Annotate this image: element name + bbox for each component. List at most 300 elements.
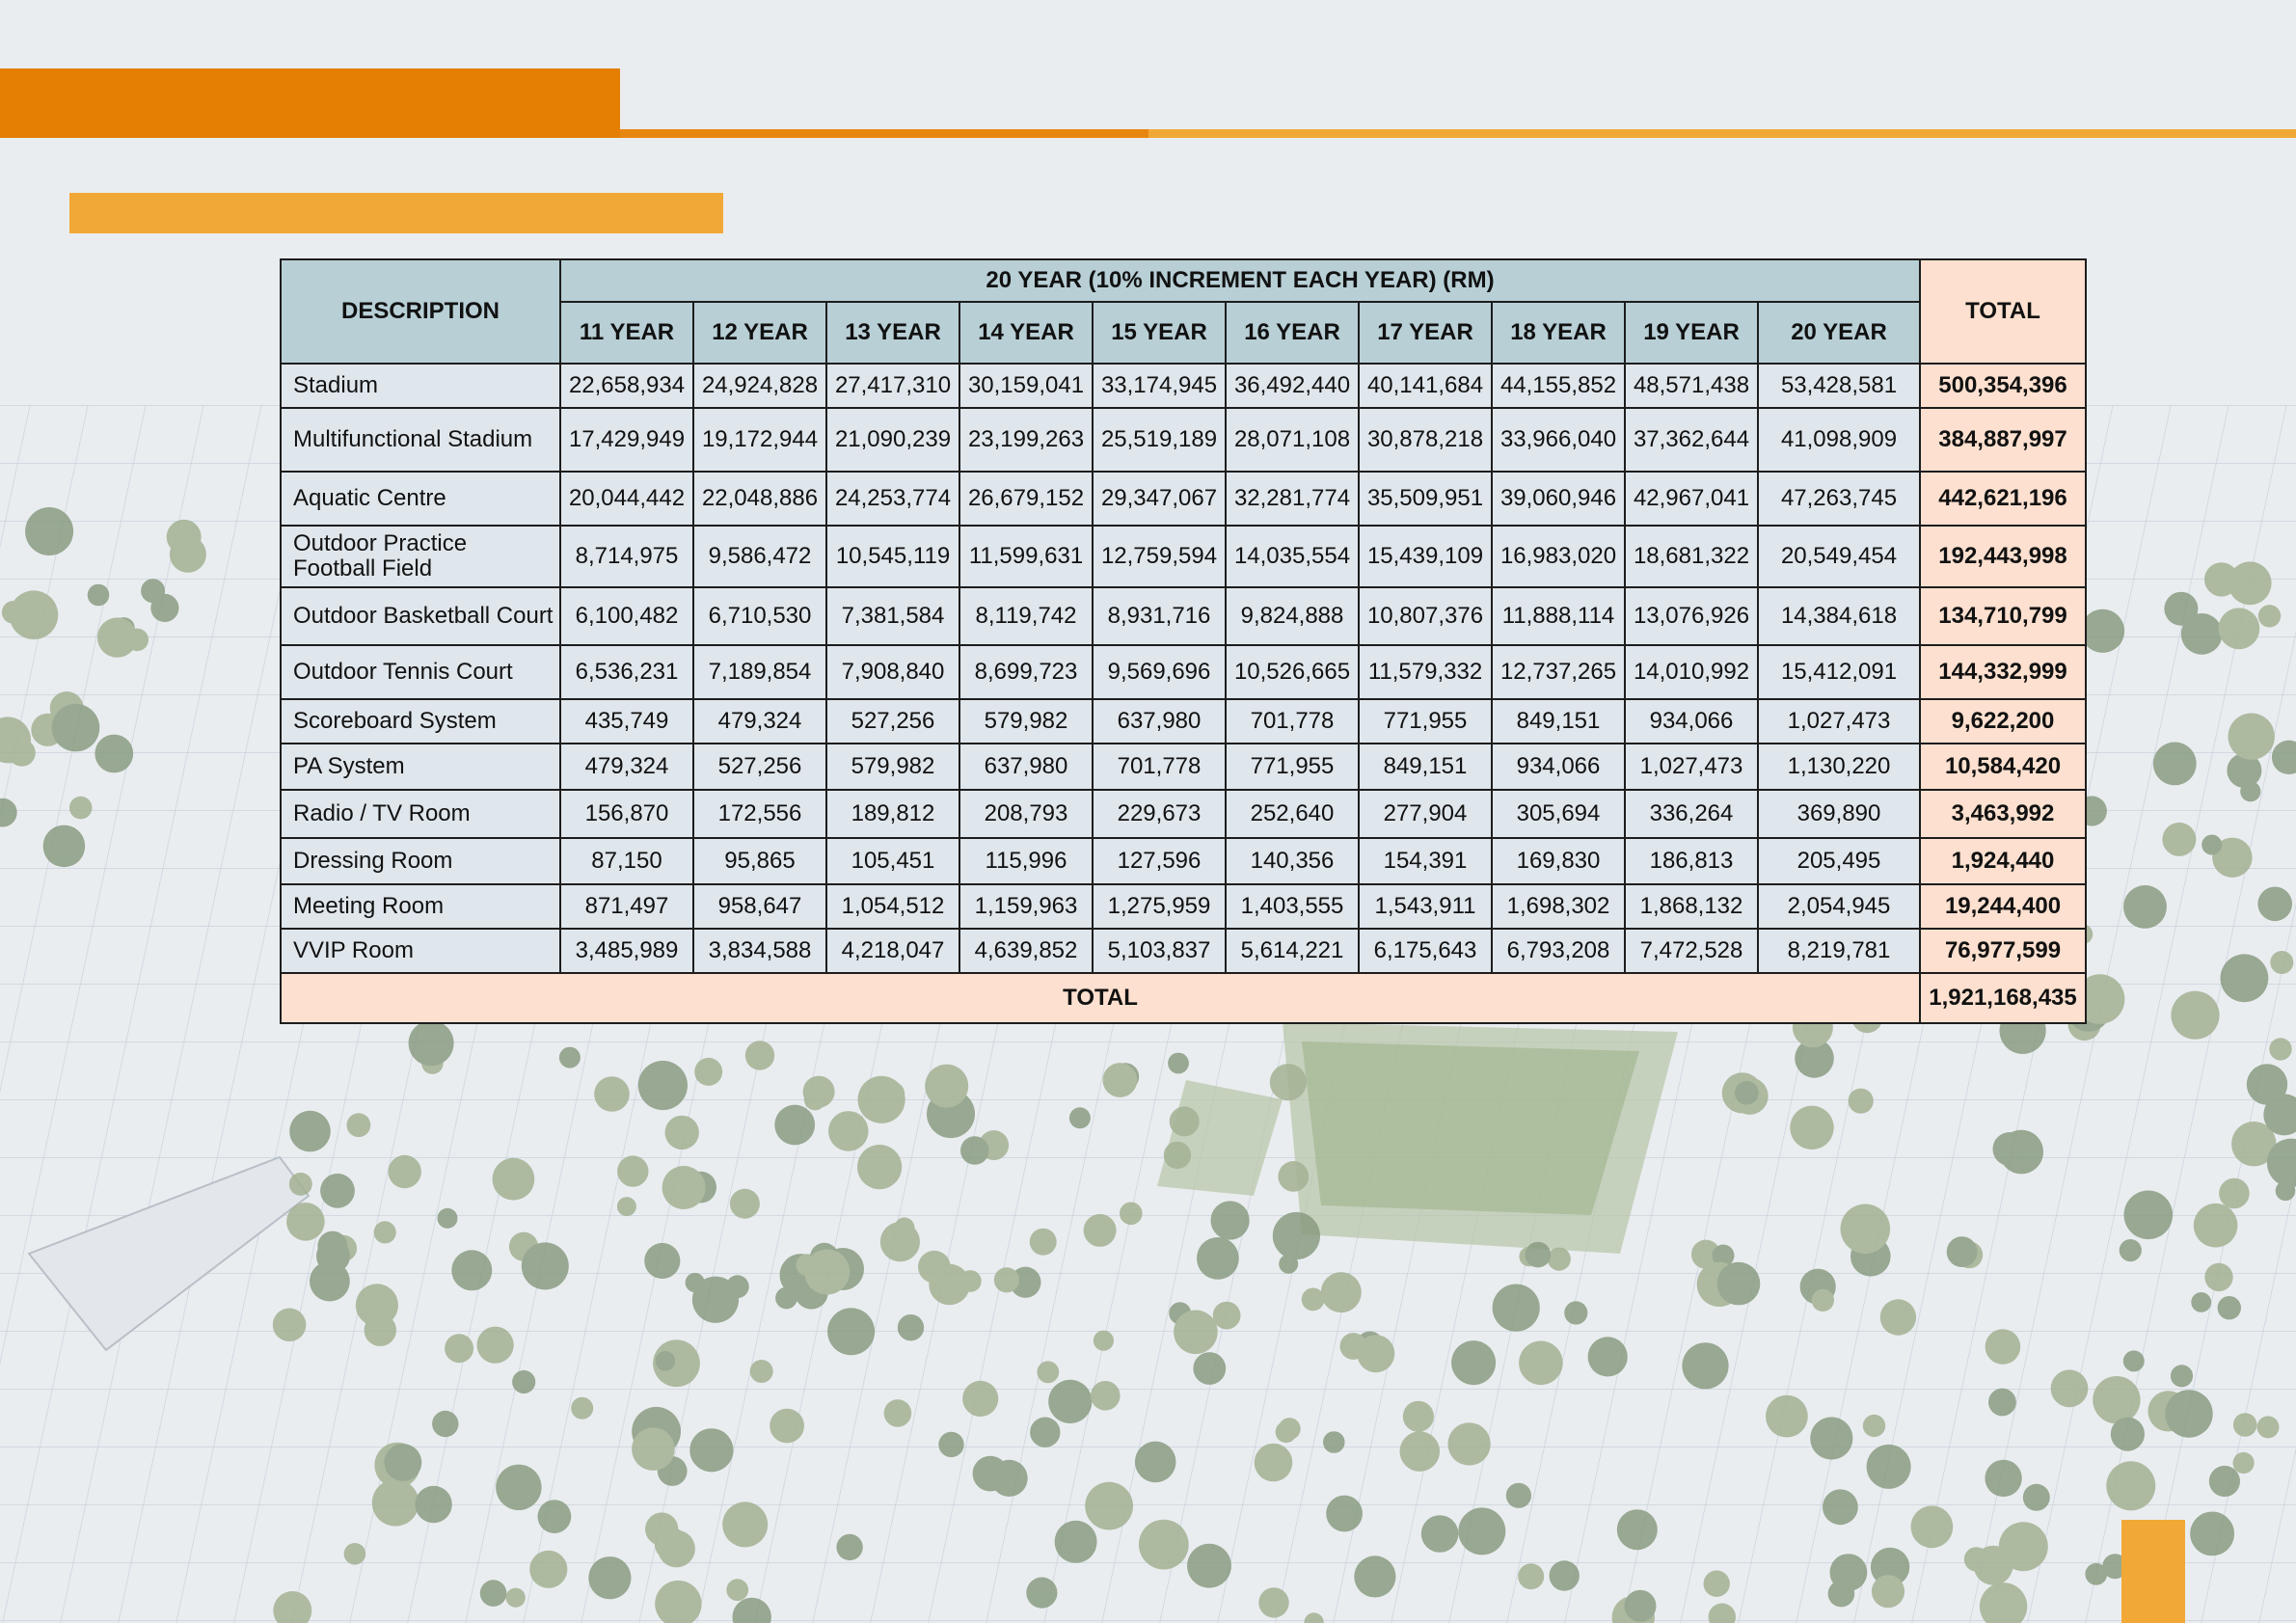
tree-shape bbox=[588, 1556, 631, 1599]
table-row bbox=[281, 645, 2086, 699]
year-column-header: 16 YEAR bbox=[1226, 302, 1359, 364]
tree-shape bbox=[95, 735, 133, 773]
tree-shape bbox=[2164, 592, 2198, 626]
year-value-cell: 11,579,332 bbox=[1359, 645, 1492, 699]
table-row bbox=[281, 790, 2086, 838]
tree-shape bbox=[2085, 1563, 2107, 1585]
tree-shape bbox=[938, 1432, 963, 1457]
tree-shape bbox=[1564, 1301, 1587, 1324]
year-value-cell: 11,599,631 bbox=[959, 526, 1093, 587]
tree-shape bbox=[1030, 1229, 1057, 1256]
tree-shape bbox=[775, 1287, 797, 1310]
year-value-cell: 5,103,837 bbox=[1093, 929, 1226, 973]
tree-shape bbox=[1302, 1288, 1325, 1312]
tree-shape bbox=[1120, 1203, 1143, 1226]
tree-shape bbox=[1091, 1381, 1121, 1411]
tree-shape bbox=[1094, 1331, 1114, 1351]
tree-shape bbox=[432, 1411, 458, 1437]
total-column-header: TOTAL bbox=[1920, 259, 2086, 364]
tree-shape bbox=[925, 1065, 968, 1108]
corner-accent-block bbox=[2121, 1520, 2185, 1623]
tree-shape bbox=[2257, 887, 2292, 922]
tree-shape bbox=[828, 1111, 869, 1151]
year-value-cell: 27,417,310 bbox=[826, 364, 959, 408]
year-value-cell: 1,054,512 bbox=[826, 884, 959, 929]
tree-shape bbox=[2233, 1452, 2255, 1474]
tree-shape bbox=[385, 1444, 422, 1481]
table-row bbox=[281, 838, 2086, 884]
year-value-cell: 22,658,934 bbox=[560, 364, 693, 408]
tree-shape bbox=[1168, 1053, 1189, 1074]
year-value-cell: 8,699,723 bbox=[959, 645, 1093, 699]
table-footer bbox=[281, 973, 2086, 1023]
tree-shape bbox=[770, 1409, 804, 1444]
year-value-cell: 14,010,992 bbox=[1625, 645, 1758, 699]
year-value-cell: 14,384,618 bbox=[1758, 587, 1920, 645]
row-description: Meeting Room bbox=[281, 884, 560, 929]
tree-shape bbox=[1400, 1431, 1441, 1472]
year-value-cell: 336,264 bbox=[1625, 790, 1758, 838]
year-value-cell: 36,492,440 bbox=[1226, 364, 1359, 408]
year-value-cell: 32,281,774 bbox=[1226, 472, 1359, 526]
year-value-cell: 701,778 bbox=[1226, 699, 1359, 744]
year-value-cell: 18,681,322 bbox=[1625, 526, 1758, 587]
tree-shape bbox=[960, 1136, 989, 1165]
tree-shape bbox=[1985, 1329, 2021, 1365]
year-value-cell: 9,569,696 bbox=[1093, 645, 1226, 699]
tree-shape bbox=[43, 825, 86, 868]
year-value-cell: 8,714,975 bbox=[560, 526, 693, 587]
tree-shape bbox=[1550, 1560, 1580, 1590]
tree-shape bbox=[1276, 1421, 1297, 1443]
tree-shape bbox=[655, 1528, 688, 1560]
tree-shape bbox=[1993, 1132, 2027, 1166]
row-total-cell: 1,924,440 bbox=[1920, 838, 2086, 884]
tree-shape bbox=[2111, 1418, 2145, 1451]
tree-shape bbox=[929, 1264, 970, 1306]
year-value-cell: 186,813 bbox=[1625, 838, 1758, 884]
year-value-cell: 41,098,909 bbox=[1758, 408, 1920, 472]
year-value-cell: 156,870 bbox=[560, 790, 693, 838]
table-body bbox=[281, 364, 2086, 973]
tree-shape bbox=[2219, 608, 2260, 649]
tree-shape bbox=[1193, 1352, 1226, 1385]
tree-shape bbox=[689, 1428, 733, 1472]
tree-shape bbox=[1823, 1489, 1858, 1525]
tree-shape bbox=[2218, 1296, 2241, 1319]
year-value-cell: 48,571,438 bbox=[1625, 364, 1758, 408]
row-total-cell: 144,332,999 bbox=[1920, 645, 2086, 699]
year-value-cell: 849,151 bbox=[1492, 699, 1625, 744]
tree-shape bbox=[1084, 1214, 1117, 1247]
tree-shape bbox=[836, 1534, 862, 1560]
tree-shape bbox=[1717, 1262, 1761, 1306]
year-value-cell: 11,888,114 bbox=[1492, 587, 1625, 645]
year-value-cell: 189,812 bbox=[826, 790, 959, 838]
tree-shape bbox=[69, 797, 93, 820]
tree-shape bbox=[858, 1076, 905, 1123]
tree-shape bbox=[1139, 1520, 1189, 1570]
header-accent-line-light bbox=[1148, 129, 2296, 138]
year-value-cell: 6,175,643 bbox=[1359, 929, 1492, 973]
tree-shape bbox=[2276, 1181, 2296, 1202]
year-value-cell: 127,596 bbox=[1093, 838, 1226, 884]
tree-shape bbox=[1326, 1496, 1363, 1532]
tree-shape bbox=[656, 1351, 676, 1371]
tree-shape bbox=[730, 1189, 760, 1219]
year-value-cell: 252,640 bbox=[1226, 790, 1359, 838]
tree-shape bbox=[1766, 1395, 1808, 1438]
tree-shape bbox=[1810, 1417, 1852, 1459]
tree-shape bbox=[2204, 1263, 2232, 1291]
tree-shape bbox=[1258, 1587, 1288, 1617]
tree-shape bbox=[2123, 1350, 2145, 1371]
year-value-cell: 1,027,473 bbox=[1758, 699, 1920, 744]
tree-shape bbox=[1069, 1107, 1091, 1128]
tree-shape bbox=[522, 1242, 569, 1289]
tree-shape bbox=[1735, 1081, 1759, 1105]
tree-shape bbox=[2171, 1365, 2193, 1387]
year-value-cell: 7,381,584 bbox=[826, 587, 959, 645]
year-value-cell: 35,509,951 bbox=[1359, 472, 1492, 526]
tree-shape bbox=[2228, 714, 2275, 760]
tree-shape bbox=[2209, 1466, 2240, 1497]
tree-shape bbox=[2120, 1239, 2142, 1261]
year-value-cell: 15,412,091 bbox=[1758, 645, 1920, 699]
grand-total-label: TOTAL bbox=[281, 973, 1920, 1023]
year-value-cell: 19,172,944 bbox=[693, 408, 826, 472]
year-value-cell: 8,219,781 bbox=[1758, 929, 1920, 973]
year-value-cell: 527,256 bbox=[693, 744, 826, 790]
tree-shape bbox=[2190, 1512, 2234, 1556]
tree-shape bbox=[2240, 781, 2260, 801]
tree-shape bbox=[692, 1277, 739, 1323]
tree-shape bbox=[445, 1334, 473, 1363]
tree-shape bbox=[1911, 1505, 1954, 1548]
year-value-cell: 7,908,840 bbox=[826, 645, 959, 699]
tree-shape bbox=[1526, 1242, 1552, 1268]
tree-shape bbox=[1841, 1204, 1891, 1255]
tree-shape bbox=[1279, 1255, 1298, 1274]
year-value-cell: 20,549,454 bbox=[1758, 526, 1920, 587]
tree-shape bbox=[1187, 1544, 1231, 1588]
row-description: Outdoor Basketball Court bbox=[281, 587, 560, 645]
tree-shape bbox=[1493, 1285, 1540, 1332]
tree-shape bbox=[1518, 1563, 1544, 1589]
tree-shape bbox=[857, 1145, 902, 1189]
tree-shape bbox=[2269, 1038, 2291, 1060]
tree-shape bbox=[496, 1465, 541, 1510]
tree-shape bbox=[2153, 743, 2197, 786]
year-value-cell: 1,403,555 bbox=[1226, 884, 1359, 929]
year-value-cell: 435,749 bbox=[560, 699, 693, 744]
tree-shape bbox=[374, 1221, 396, 1243]
tree-shape bbox=[1403, 1401, 1434, 1432]
row-description: Stadium bbox=[281, 364, 560, 408]
year-value-cell: 1,130,220 bbox=[1758, 744, 1920, 790]
tree-shape bbox=[1026, 1578, 1057, 1609]
tree-shape bbox=[1273, 1212, 1320, 1259]
tree-shape bbox=[409, 1020, 454, 1066]
tree-shape bbox=[344, 1543, 366, 1565]
year-value-cell: 115,996 bbox=[959, 838, 1093, 884]
tree-shape bbox=[898, 1314, 924, 1340]
year-group-header: 20 YEAR (10% INCREMENT EACH YEAR) (RM) bbox=[560, 259, 1920, 302]
year-value-cell: 42,967,041 bbox=[1625, 472, 1758, 526]
year-value-cell: 12,737,265 bbox=[1492, 645, 1625, 699]
year-column-header: 20 YEAR bbox=[1758, 302, 1920, 364]
tree-shape bbox=[1519, 1341, 1563, 1386]
year-value-cell: 8,119,742 bbox=[959, 587, 1093, 645]
tree-shape bbox=[2233, 1413, 2257, 1437]
tree-shape bbox=[1625, 1590, 1657, 1622]
tree-shape bbox=[1421, 1515, 1459, 1553]
tree-shape bbox=[1321, 1272, 1362, 1312]
year-column-header: 13 YEAR bbox=[826, 302, 959, 364]
tree-shape bbox=[1506, 1483, 1531, 1508]
tree-shape bbox=[644, 1243, 680, 1279]
year-value-cell: 229,673 bbox=[1093, 790, 1226, 838]
year-value-cell: 6,710,530 bbox=[693, 587, 826, 645]
row-description: VVIP Room bbox=[281, 929, 560, 973]
table-row bbox=[281, 364, 2086, 408]
year-value-cell: 579,982 bbox=[826, 744, 959, 790]
year-value-cell: 3,834,588 bbox=[693, 929, 826, 973]
tree-shape bbox=[991, 1460, 1028, 1497]
table-row bbox=[281, 884, 2086, 929]
tree-shape bbox=[273, 1309, 307, 1342]
year-value-cell: 479,324 bbox=[560, 744, 693, 790]
tree-shape bbox=[2123, 885, 2167, 929]
tree-shape bbox=[1458, 1507, 1505, 1555]
tree-shape bbox=[25, 507, 73, 555]
tree-shape bbox=[512, 1370, 535, 1393]
tree-shape bbox=[506, 1588, 526, 1608]
year-column-header: 19 YEAR bbox=[1625, 302, 1758, 364]
tree-shape bbox=[438, 1208, 458, 1229]
year-value-cell: 154,391 bbox=[1359, 838, 1492, 884]
tree-shape bbox=[2093, 1376, 2140, 1423]
tree-shape bbox=[1863, 1415, 1885, 1437]
year-value-cell: 701,778 bbox=[1093, 744, 1226, 790]
tree-shape bbox=[1255, 1444, 1293, 1482]
tree-shape bbox=[1974, 1546, 2013, 1585]
row-total-cell: 500,354,396 bbox=[1920, 364, 2086, 408]
tree-shape bbox=[1880, 1299, 1916, 1335]
year-value-cell: 25,519,189 bbox=[1093, 408, 1226, 472]
year-value-cell: 15,439,109 bbox=[1359, 526, 1492, 587]
row-total-cell: 384,887,997 bbox=[1920, 408, 2086, 472]
year-value-cell: 30,159,041 bbox=[959, 364, 1093, 408]
tree-shape bbox=[1357, 1335, 1394, 1372]
year-value-cell: 7,189,854 bbox=[693, 645, 826, 699]
tree-shape bbox=[356, 1284, 398, 1326]
tree-shape bbox=[662, 1166, 706, 1209]
tree-shape bbox=[1213, 1302, 1241, 1330]
tree-shape bbox=[1270, 1064, 1307, 1100]
tree-shape bbox=[1197, 1237, 1239, 1280]
year-value-cell: 2,054,945 bbox=[1758, 884, 1920, 929]
tree-shape bbox=[2171, 991, 2219, 1040]
tree-shape bbox=[141, 579, 165, 603]
year-column-header: 14 YEAR bbox=[959, 302, 1093, 364]
year-value-cell: 369,890 bbox=[1758, 790, 1920, 838]
year-value-cell: 305,694 bbox=[1492, 790, 1625, 838]
tree-shape bbox=[571, 1397, 593, 1420]
tree-shape bbox=[451, 1250, 492, 1290]
year-value-cell: 16,983,020 bbox=[1492, 526, 1625, 587]
tree-shape bbox=[827, 1308, 875, 1355]
row-total-cell: 19,244,400 bbox=[1920, 884, 2086, 929]
tree-shape bbox=[2191, 1292, 2211, 1312]
table-row bbox=[281, 587, 2086, 645]
tree-shape bbox=[1323, 1431, 1345, 1453]
tree-shape bbox=[1849, 1089, 1874, 1114]
description-column-header: DESCRIPTION bbox=[281, 259, 560, 364]
tree-shape bbox=[1451, 1340, 1496, 1385]
table-row bbox=[281, 699, 2086, 744]
tree-shape bbox=[538, 1500, 572, 1533]
year-value-cell: 7,472,528 bbox=[1625, 929, 1758, 973]
tree-shape bbox=[286, 1203, 325, 1241]
tree-shape bbox=[1030, 1418, 1060, 1447]
tree-shape bbox=[1447, 1422, 1490, 1465]
year-value-cell: 1,698,302 bbox=[1492, 884, 1625, 929]
tree-shape bbox=[2, 601, 25, 624]
year-value-cell: 527,256 bbox=[826, 699, 959, 744]
year-value-cell: 47,263,745 bbox=[1758, 472, 1920, 526]
header-accent-bar bbox=[0, 68, 620, 138]
tree-shape bbox=[1947, 1236, 1978, 1267]
table-row bbox=[281, 744, 2086, 790]
year-value-cell: 172,556 bbox=[693, 790, 826, 838]
year-value-cell: 13,076,926 bbox=[1625, 587, 1758, 645]
year-value-cell: 208,793 bbox=[959, 790, 1093, 838]
tree-shape bbox=[2106, 1461, 2155, 1510]
tree-shape bbox=[2162, 823, 2196, 856]
year-value-cell: 10,526,665 bbox=[1226, 645, 1359, 699]
tree-shape bbox=[962, 1381, 998, 1417]
table-row bbox=[281, 526, 2086, 587]
tree-shape bbox=[2270, 951, 2293, 974]
year-value-cell: 28,071,108 bbox=[1226, 408, 1359, 472]
tree-shape bbox=[632, 1427, 675, 1471]
cost-projection-table bbox=[280, 258, 2087, 1024]
tree-shape bbox=[745, 1041, 774, 1069]
year-value-cell: 20,044,442 bbox=[560, 472, 693, 526]
tree-shape bbox=[750, 1360, 773, 1383]
year-value-cell: 205,495 bbox=[1758, 838, 1920, 884]
year-column-header: 18 YEAR bbox=[1492, 302, 1625, 364]
row-total-cell: 9,622,200 bbox=[1920, 699, 2086, 744]
tree-shape bbox=[617, 1155, 648, 1186]
tree-shape bbox=[665, 1116, 699, 1150]
year-value-cell: 637,980 bbox=[1093, 699, 1226, 744]
table-row bbox=[281, 408, 2086, 472]
tree-shape bbox=[884, 1399, 912, 1427]
year-value-cell: 39,060,946 bbox=[1492, 472, 1625, 526]
year-value-cell: 9,586,472 bbox=[693, 526, 826, 587]
tree-shape bbox=[2201, 835, 2222, 855]
year-value-cell: 771,955 bbox=[1226, 744, 1359, 790]
year-value-cell: 9,824,888 bbox=[1226, 587, 1359, 645]
row-description: Multifunctional Stadium bbox=[281, 408, 560, 472]
row-description: Aquatic Centre bbox=[281, 472, 560, 526]
year-value-cell: 5,614,221 bbox=[1226, 929, 1359, 973]
grand-total-value: 1,921,168,435 bbox=[1920, 973, 2086, 1023]
tree-shape bbox=[1985, 1460, 2021, 1497]
tree-shape bbox=[774, 1105, 815, 1146]
row-description: Outdoor Practice Football Field bbox=[281, 526, 560, 587]
year-value-cell: 6,100,482 bbox=[560, 587, 693, 645]
table-header bbox=[281, 259, 2086, 364]
tree-shape bbox=[320, 1174, 355, 1208]
tree-shape bbox=[170, 536, 206, 573]
year-value-cell: 23,199,263 bbox=[959, 408, 1093, 472]
year-value-cell: 479,324 bbox=[693, 699, 826, 744]
tree-shape bbox=[1037, 1361, 1059, 1383]
tree-shape bbox=[1617, 1509, 1658, 1550]
year-value-cell: 934,066 bbox=[1492, 744, 1625, 790]
tree-shape bbox=[880, 1222, 920, 1261]
tree-shape bbox=[476, 1327, 513, 1364]
header-accent-line-dark bbox=[620, 129, 1148, 138]
tree-shape bbox=[2257, 1416, 2280, 1438]
tree-shape bbox=[617, 1197, 636, 1216]
year-column-header: 12 YEAR bbox=[693, 302, 826, 364]
tree-shape bbox=[480, 1580, 507, 1607]
year-value-cell: 1,868,132 bbox=[1625, 884, 1758, 929]
year-value-cell: 277,904 bbox=[1359, 790, 1492, 838]
year-value-cell: 871,497 bbox=[560, 884, 693, 929]
year-value-cell: 105,451 bbox=[826, 838, 959, 884]
tree-shape bbox=[1354, 1555, 1395, 1597]
year-value-cell: 12,759,594 bbox=[1093, 526, 1226, 587]
tree-shape bbox=[1830, 1554, 1868, 1591]
year-value-cell: 14,035,554 bbox=[1226, 526, 1359, 587]
row-total-cell: 134,710,799 bbox=[1920, 587, 2086, 645]
year-value-cell: 6,793,208 bbox=[1492, 929, 1625, 973]
tree-shape bbox=[529, 1551, 567, 1588]
tree-shape bbox=[2081, 609, 2124, 653]
year-value-cell: 37,362,644 bbox=[1625, 408, 1758, 472]
year-value-cell: 771,955 bbox=[1359, 699, 1492, 744]
year-value-cell: 29,347,067 bbox=[1093, 472, 1226, 526]
tree-shape bbox=[804, 1089, 826, 1111]
tree-shape bbox=[2194, 1204, 2238, 1248]
year-value-cell: 1,275,959 bbox=[1093, 884, 1226, 929]
row-total-cell: 76,977,599 bbox=[1920, 929, 2086, 973]
year-value-cell: 579,982 bbox=[959, 699, 1093, 744]
tree-shape bbox=[347, 1113, 371, 1137]
year-column-header: 15 YEAR bbox=[1093, 302, 1226, 364]
tree-shape bbox=[638, 1061, 688, 1110]
tree-shape bbox=[1164, 1142, 1191, 1169]
tree-shape bbox=[1211, 1201, 1250, 1239]
tree-shape bbox=[559, 1047, 581, 1068]
year-value-cell: 21,090,239 bbox=[826, 408, 959, 472]
tree-shape bbox=[2023, 1484, 2050, 1511]
tree-shape bbox=[1055, 1521, 1097, 1563]
row-description: Scoreboard System bbox=[281, 699, 560, 744]
year-value-cell: 934,066 bbox=[1625, 699, 1758, 744]
tree-shape bbox=[2165, 1390, 2212, 1437]
tree-shape bbox=[289, 1173, 312, 1196]
year-value-cell: 87,150 bbox=[560, 838, 693, 884]
year-value-cell: 1,027,473 bbox=[1625, 744, 1758, 790]
year-value-cell: 140,356 bbox=[1226, 838, 1359, 884]
year-value-cell: 169,830 bbox=[1492, 838, 1625, 884]
